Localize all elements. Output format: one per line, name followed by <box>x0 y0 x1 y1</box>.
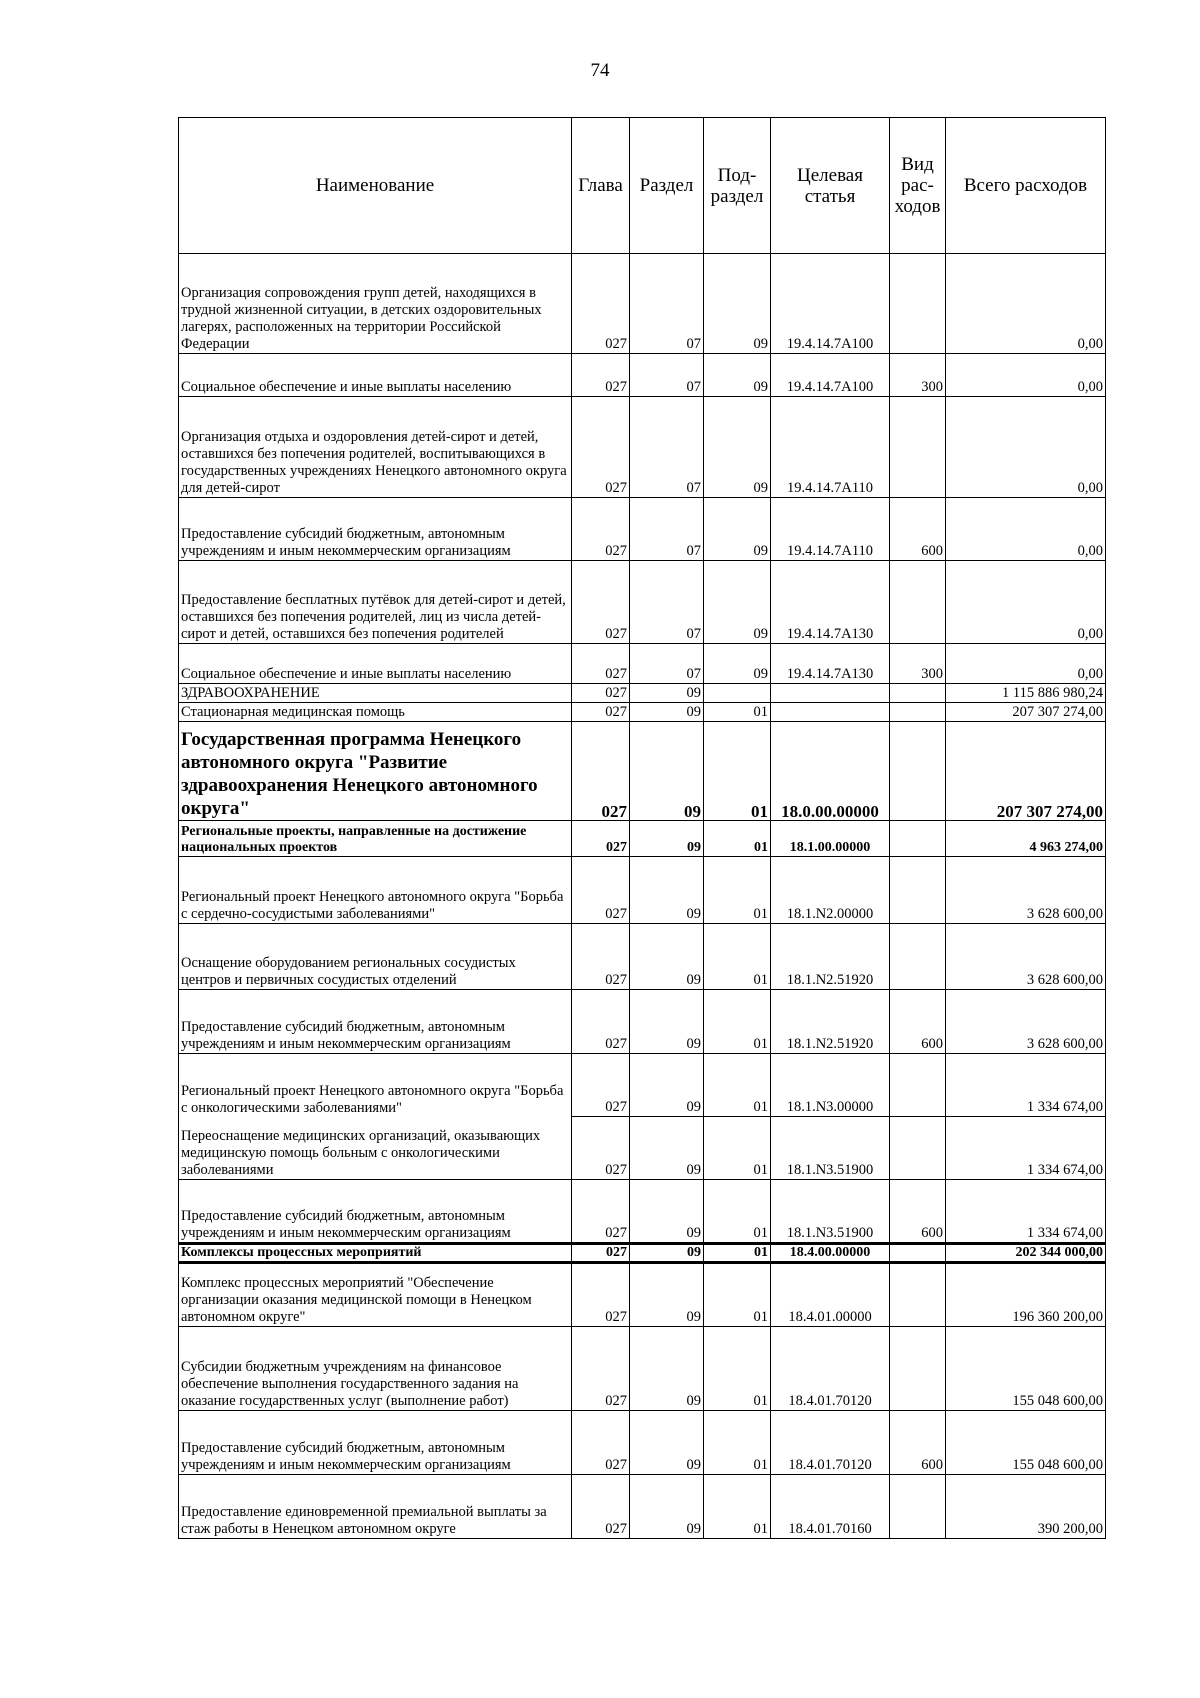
cell-razdel: 09 <box>630 1327 704 1411</box>
cell-podrazdel: 09 <box>704 397 771 498</box>
cell-glava: 027 <box>572 1327 630 1411</box>
cell-podrazdel: 01 <box>704 1411 771 1475</box>
cell-total: 0,00 <box>946 498 1106 561</box>
cell-name: Субсидии бюджетным учреждениям на финансовое обеспечение выполнения государственного задания на оказание государственных услуг (выполнение работ) <box>179 1327 572 1411</box>
cell-name: Региональные проекты, направленные на достижение национальных проектов <box>179 821 572 857</box>
cell-glava: 027 <box>572 722 630 821</box>
cell-razdel: 09 <box>630 990 704 1054</box>
table-row <box>179 644 1106 684</box>
cell-name: Государственная программа Ненецкого автономного округа "Развитие здравоохранения Ненецкого автономного округа" <box>179 722 572 821</box>
cell-name: Предоставление субсидий бюджетным, автономным учреждениям и иным некоммерческим организациям <box>179 990 572 1054</box>
cell-statya <box>771 703 890 722</box>
cell-podrazdel: 01 <box>704 857 771 924</box>
cell-name: Организация сопровождения групп детей, находящихся в трудной жизненной ситуации, в детских оздоровительных лагерях, расположенных на территории Российской Федерации <box>179 254 572 354</box>
cell-vid <box>890 857 946 924</box>
cell-glava: 027 <box>572 821 630 857</box>
cell-podrazdel: 09 <box>704 498 771 561</box>
table-row <box>179 684 1106 703</box>
header-glava: Глава <box>572 118 630 254</box>
header-total: Всего расходов <box>946 118 1106 254</box>
cell-statya: 18.1.N2.00000 <box>771 857 890 924</box>
table-row <box>179 1411 1106 1475</box>
cell-vid <box>890 821 946 857</box>
cell-statya: 18.1.N3.51900 <box>771 1180 890 1244</box>
cell-razdel: 09 <box>630 1180 704 1244</box>
cell-total: 155 048 600,00 <box>946 1327 1106 1411</box>
cell-vid <box>890 1244 946 1263</box>
cell-glava: 027 <box>572 684 630 703</box>
table-row <box>179 990 1106 1054</box>
cell-glava: 027 <box>572 254 630 354</box>
header-name: Наименование <box>179 118 572 254</box>
cell-statya <box>771 684 890 703</box>
cell-razdel: 09 <box>630 1263 704 1327</box>
cell-podrazdel: 09 <box>704 354 771 397</box>
cell-total: 155 048 600,00 <box>946 1411 1106 1475</box>
table-row <box>179 924 1106 990</box>
cell-name: Комплексы процессных мероприятий <box>179 1244 572 1263</box>
cell-podrazdel: 01 <box>704 1117 771 1180</box>
cell-podrazdel <box>704 684 771 703</box>
cell-vid <box>890 254 946 354</box>
cell-glava: 027 <box>572 561 630 644</box>
cell-razdel: 09 <box>630 1054 704 1117</box>
cell-podrazdel: 01 <box>704 1327 771 1411</box>
table-row <box>179 1263 1106 1327</box>
cell-podrazdel: 01 <box>704 1054 771 1117</box>
cell-vid: 600 <box>890 498 946 561</box>
cell-name: Оснащение оборудованием региональных сосудистых центров и первичных сосудистых отделений <box>179 924 572 990</box>
cell-statya: 18.1.N2.51920 <box>771 990 890 1054</box>
cell-name: Региональный проект Ненецкого автономного округа "Борьба с онкологическими заболеваниями" <box>179 1054 572 1117</box>
cell-total: 0,00 <box>946 397 1106 498</box>
cell-statya: 18.4.01.70120 <box>771 1327 890 1411</box>
cell-statya: 19.4.14.7А130 <box>771 561 890 644</box>
budget-table <box>178 117 1106 1539</box>
cell-razdel: 09 <box>630 703 704 722</box>
cell-name: Социальное обеспечение и иные выплаты населению <box>179 644 572 684</box>
cell-statya: 19.4.14.7А110 <box>771 397 890 498</box>
cell-glava: 027 <box>572 1411 630 1475</box>
cell-vid: 300 <box>890 644 946 684</box>
cell-statya: 18.1.N3.00000 <box>771 1054 890 1117</box>
cell-podrazdel: 01 <box>704 722 771 821</box>
cell-statya: 18.4.01.70160 <box>771 1475 890 1539</box>
cell-razdel: 07 <box>630 498 704 561</box>
table-row <box>179 1180 1106 1244</box>
cell-total: 390 200,00 <box>946 1475 1106 1539</box>
cell-razdel: 09 <box>630 1117 704 1180</box>
table-row-program <box>179 722 1106 821</box>
cell-glava: 027 <box>572 1117 630 1180</box>
cell-total: 1 334 674,00 <box>946 1054 1106 1117</box>
cell-razdel: 07 <box>630 254 704 354</box>
cell-vid <box>890 1117 946 1180</box>
cell-total: 3 628 600,00 <box>946 924 1106 990</box>
cell-name: Комплекс процессных мероприятий "Обеспечение организации оказания медицинской помощи в Ненецком автономном округе" <box>179 1263 572 1327</box>
table-row <box>179 1117 1106 1180</box>
cell-vid <box>890 1263 946 1327</box>
cell-total: 0,00 <box>946 644 1106 684</box>
cell-podrazdel: 09 <box>704 644 771 684</box>
table-row <box>179 1327 1106 1411</box>
table-row <box>179 254 1106 354</box>
table-row <box>179 397 1106 498</box>
cell-razdel: 09 <box>630 857 704 924</box>
cell-vid <box>890 1475 946 1539</box>
cell-total: 0,00 <box>946 561 1106 644</box>
cell-vid <box>890 703 946 722</box>
cell-glava: 027 <box>572 397 630 498</box>
cell-vid: 600 <box>890 1180 946 1244</box>
cell-podrazdel: 01 <box>704 1475 771 1539</box>
cell-razdel: 07 <box>630 561 704 644</box>
cell-statya: 18.0.00.00000 <box>771 722 890 821</box>
cell-statya: 18.4.01.00000 <box>771 1263 890 1327</box>
cell-razdel: 07 <box>630 397 704 498</box>
cell-total: 1 115 886 980,24 <box>946 684 1106 703</box>
cell-glava: 027 <box>572 1244 630 1263</box>
cell-podrazdel: 01 <box>704 1244 771 1263</box>
cell-total: 3 628 600,00 <box>946 857 1106 924</box>
cell-statya: 18.1.00.00000 <box>771 821 890 857</box>
cell-vid: 600 <box>890 990 946 1054</box>
cell-podrazdel: 01 <box>704 990 771 1054</box>
cell-glava: 027 <box>572 1475 630 1539</box>
cell-vid <box>890 561 946 644</box>
cell-vid: 300 <box>890 354 946 397</box>
cell-razdel: 09 <box>630 722 704 821</box>
cell-vid <box>890 924 946 990</box>
cell-podrazdel: 01 <box>704 1263 771 1327</box>
table-row <box>179 498 1106 561</box>
cell-razdel: 09 <box>630 1411 704 1475</box>
cell-vid <box>890 684 946 703</box>
table-row <box>179 703 1106 722</box>
cell-total: 207 307 274,00 <box>946 722 1106 821</box>
header-vid: Вид рас- ходов <box>890 118 946 254</box>
cell-glava: 027 <box>572 354 630 397</box>
cell-glava: 027 <box>572 1180 630 1244</box>
cell-vid <box>890 1327 946 1411</box>
cell-statya: 18.1.N2.51920 <box>771 924 890 990</box>
cell-total: 1 334 674,00 <box>946 1180 1106 1244</box>
cell-razdel: 07 <box>630 354 704 397</box>
cell-razdel: 09 <box>630 684 704 703</box>
cell-statya: 18.4.00.00000 <box>771 1244 890 1263</box>
cell-name: Региональный проект Ненецкого автономного округа "Борьба с сердечно-сосудистыми заболеваниями" <box>179 857 572 924</box>
cell-podrazdel: 01 <box>704 703 771 722</box>
cell-podrazdel: 01 <box>704 821 771 857</box>
cell-total: 207 307 274,00 <box>946 703 1106 722</box>
table-header-row <box>179 118 1106 254</box>
table-row <box>179 561 1106 644</box>
cell-total: 0,00 <box>946 354 1106 397</box>
cell-glava: 027 <box>572 990 630 1054</box>
cell-total: 3 628 600,00 <box>946 990 1106 1054</box>
cell-statya: 18.1.N3.51900 <box>771 1117 890 1180</box>
cell-total: 0,00 <box>946 254 1106 354</box>
header-statya: Целевая статья <box>771 118 890 254</box>
cell-razdel: 09 <box>630 1244 704 1263</box>
table-row-subprogram <box>179 1244 1106 1263</box>
cell-name: Предоставление субсидий бюджетным, автономным учреждениям и иным некоммерческим организациям <box>179 1411 572 1475</box>
cell-podrazdel: 09 <box>704 561 771 644</box>
cell-total: 196 360 200,00 <box>946 1263 1106 1327</box>
cell-name: ЗДРАВООХРАНЕНИЕ <box>179 684 572 703</box>
page-number: 74 <box>590 60 610 81</box>
cell-razdel: 07 <box>630 644 704 684</box>
cell-name: Предоставление единовременной премиальной выплаты за стаж работы в Ненецком автономном округе <box>179 1475 572 1539</box>
table-row <box>179 857 1106 924</box>
cell-vid <box>890 397 946 498</box>
cell-total: 1 334 674,00 <box>946 1117 1106 1180</box>
cell-glava: 027 <box>572 644 630 684</box>
cell-name: Организация отдыха и оздоровления детей-сирот и детей, оставшихся без попечения родителей, воспитывающихся в государственных учреждениях Ненецкого автономного округа для детей-сирот <box>179 397 572 498</box>
cell-vid <box>890 1054 946 1117</box>
cell-podrazdel: 01 <box>704 924 771 990</box>
cell-podrazdel: 01 <box>704 1180 771 1244</box>
cell-statya: 18.4.01.70120 <box>771 1411 890 1475</box>
table-row <box>179 354 1106 397</box>
cell-name: Предоставление бесплатных путёвок для детей-сирот и детей, оставшихся без попечения родителей, лиц из числа детей-сирот и детей, оставшихся без попечения родителей <box>179 561 572 644</box>
cell-statya: 19.4.14.7А100 <box>771 254 890 354</box>
cell-total: 4 963 274,00 <box>946 821 1106 857</box>
cell-glava: 027 <box>572 1263 630 1327</box>
cell-razdel: 09 <box>630 821 704 857</box>
cell-statya: 19.4.14.7А110 <box>771 498 890 561</box>
cell-name: Стационарная медицинская помощь <box>179 703 572 722</box>
header-razdel: Раздел <box>630 118 704 254</box>
cell-total: 202 344 000,00 <box>946 1244 1106 1263</box>
cell-statya: 19.4.14.7А100 <box>771 354 890 397</box>
cell-name: Социальное обеспечение и иные выплаты населению <box>179 354 572 397</box>
cell-glava: 027 <box>572 857 630 924</box>
cell-glava: 027 <box>572 703 630 722</box>
cell-name: Предоставление субсидий бюджетным, автономным учреждениям и иным некоммерческим организациям <box>179 1180 572 1244</box>
cell-razdel: 09 <box>630 1475 704 1539</box>
cell-glava: 027 <box>572 1054 630 1117</box>
cell-glava: 027 <box>572 498 630 561</box>
table-row <box>179 1475 1106 1539</box>
cell-name: Переоснащение медицинских организаций, оказывающих медицинскую помощь больным с онкологическими заболеваниями <box>179 1117 572 1180</box>
cell-podrazdel: 09 <box>704 254 771 354</box>
cell-vid <box>890 722 946 821</box>
cell-razdel: 09 <box>630 924 704 990</box>
header-podrazdel: Под- раздел <box>704 118 771 254</box>
cell-name: Предоставление субсидий бюджетным, автономным учреждениям и иным некоммерческим организациям <box>179 498 572 561</box>
cell-glava: 027 <box>572 924 630 990</box>
cell-statya: 19.4.14.7А130 <box>771 644 890 684</box>
cell-vid: 600 <box>890 1411 946 1475</box>
table-row <box>179 1054 1106 1117</box>
table-row-subprogram <box>179 821 1106 857</box>
